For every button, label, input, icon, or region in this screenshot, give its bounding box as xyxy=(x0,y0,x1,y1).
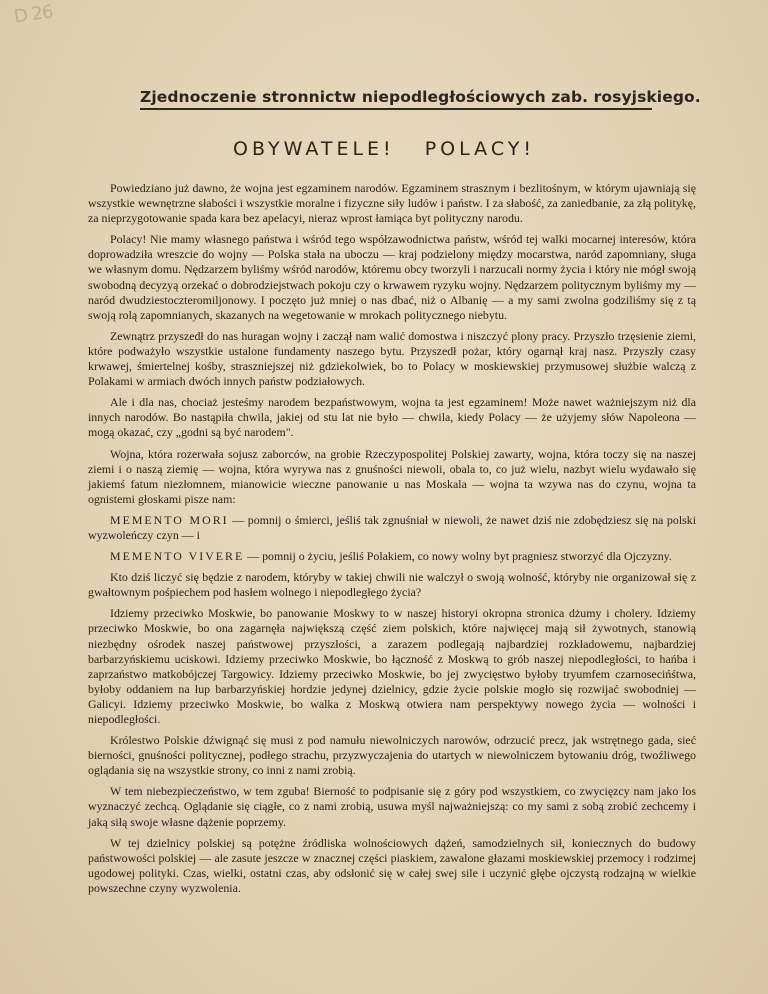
paragraph: W tej dzielnicy polskiej są potężne źródliska wolnościowych dążeń, samodzielnych sił, koniecznych do budowy państwowości polskiej — ale zasute jeszcze w znacznej części piaskiem, zawalone głazami moskiewskiej przemocy i rodzimej ugodowej polityki. Czas, wielki, ostatni czas, aby odsłonić się w całej swej sile i uczynić głębe ojczystą rodzajną w wielkie powszechne czyny wyzwolenia. xyxy=(88,835,696,895)
document-body xyxy=(88,181,696,902)
paragraph: Ale i dla nas, chociaż jesteśmy narodem bezpaństwowym, wojna ta jest egzaminem! Może nawet ważniejszym niż dla innych narodów. Bo nastąpiła chwila, jakiej od stu lat nie było — chwila, kiedy Polacy — że użyjemy słów Napoleona — mogą okazać, czy „godni są być narodem". xyxy=(88,395,696,440)
paragraph: Wojna, która rozerwała sojusz zaborców, na grobie Rzeczypospolitej Polskiej zawarty, wojna, która toczy się na naszej ziemi i o naszą ziemię — wojna, która wyrywa nas z gnuśności niewoli, obala to, co już wielu, nazbyt wielu wydawało się jakiemś fatum niezłomnem, mianowicie wieczne panowanie u nas Moskala — wojna ta wzywa nas do czynu, wojna ta ognistemi głoskami pisze nam: xyxy=(88,446,696,506)
archive-stamp: D 26 xyxy=(12,1,54,28)
paragraph: Królestwo Polskie dźwignąć się musi z pod namułu niewolniczych narowów, odrzucić precz, jak wstrętnego gada, sieć bierności, gnuśności politycznej, podłego strachu, przyzwyczajenia do utartych w niewolniczem bytowaniu dróg, twoźliwego oglądania się na wszystkie strony, co inni z nami zrobią. xyxy=(88,733,696,778)
paragraph: Zewnątrz przyszedł do nas huragan wojny i zaczął nam walić domostwa i niszczyć plony pracy. Przyszło trzęsienie ziemi, które podważyło wszystkie ustalone fundamenty naszego bytu. Przyszedł pożar, który ogarnął kraj nasz. Przyszły czasy krwawej, śmiertelnej kośby, straszniejszej niż gdziekolwiek, bo to Polacy w moskiewskiej przymusowej służbie walczą z Polakami w armiach dwóch innych państw podziałowych. xyxy=(88,328,696,389)
paragraph: W tem niebezpieczeństwo, w tem zguba! Bierność to podpisanie się z góry pod wszystkiem, co zwycięzcy nam jako los wyznaczyć zechcą. Oglądanie się ciągłe, co z nami zrobią, usuwa myśl najważniejszą: co my sami z sobą zrobić zechcemy i jaką siłą swoje własne dążenie poprzemy. xyxy=(88,784,696,829)
memento-vivere-label: MEMENTO VIVERE xyxy=(110,549,245,564)
paragraph-memento-mori xyxy=(88,513,696,543)
document-header: Zjednoczenie stronnictw niepodległościowych zab. rosyjskiego. xyxy=(140,88,652,110)
memento-vivere-text: — pomnij o życiu, jeśliś Polakiem, co nowy wolny byt pragniesz stworzyć dla Ojczyzny. xyxy=(244,549,672,564)
title-right: POLACY! xyxy=(424,138,535,160)
paragraph: Powiedziano już dawno, że wojna jest egzaminem narodów. Egzaminem strasznym i bezlitośnym, w którym ujawniają się wszystkie wewnętrzne słabości i wszystkie moralne i fizyczne siły ludów i państw. I za słabość, za zaniedbanie, za złą politykę, za nieprzygotowanie spada kara bez apelacyi, nieraz wprost łamiąca byt polityczny narodu. xyxy=(88,181,696,226)
paragraph: Idziemy przeciwko Moskwie, bo panowanie Moskwy to w naszej historyi okropna stronica dżumy i cholery. Idziemy przeciwko Moskwie, bo ona zagarnęła największą część ziem polskich, które najwięcej mają sił żywotnych, stanowią niezbędny ośrodek naszej państwowej przyszłości, a zarazem podlegają najbardziej rozkładowemu, najbardziej barbarzyńskiemu uciskowi. Idziemy przeciwko Moskwie, bo łączność z Moskwą to grób naszej niepodległości, to hańba i zaprzaństwo matkobójczej Targowicy. Idziemy przeciwko Moskwie, bo jej zwycięstwo byłoby tryumfem czarnosecińśtwa, byłoby oddaniem na łup barbarzyńskiej hordzie jedynej dzielnicy, gdzie życie polskie mogło się rozwijać swobodniej — Galicyi. Idziemy przeciwko Moskwie, bo walka z Moskwą otwiera nam perspektywy nowego życia — wolności i niepodległości. xyxy=(88,606,696,726)
document-title xyxy=(0,138,768,160)
memento-mori-label: MEMENTO MORI xyxy=(110,512,229,527)
paragraph-memento-vivere xyxy=(88,549,696,564)
paragraph: Kto dziś liczyć się będzie z narodem, któryby w takiej chwili nie walczył o swoją wolność, któryby nie organizował się z gwałtownym pośpiechem pod hasłem wolnego i niepodległego życia? xyxy=(88,570,696,600)
title-left: OBYWATELE! xyxy=(233,138,395,160)
paragraph: Polacy! Nie mamy własnego państwa i wśród tego współzawodnictwa państw, wśród tej walki mocarnej interesów, która doprowadziła wreszcie do wojny — Polska stała na uboczu — kraj podzielony między mocarstwa, naród zapomniany, sługa we własnym domu. Nędzarzem byliśmy wśród narodów, któremu obcy tworzyli i narzucali normy życia i który nie mógł swoją swobodną decyzyą orzekać o dobrodziejstwach pokoju czy o krwawem ryzyku wojny. Nędzarzem politycznym byliśmy my — naród dwudziestoczteromiljonowy. I poczęto już mniej o nas dbać, niż o Albanię — a my sami zwolna godziliśmy się z tą swoją rolą zapomnianych, skazanych na wegetowanie w mrokach politycznego niebytu. xyxy=(88,232,696,322)
memento-mori-text: — pomnij o śmierci, jeśliś tak zgnuśniał w niewoli, że nawet dziś nie zdobędziesz się na polski wyzwoleńczy czyn — i xyxy=(88,512,697,542)
